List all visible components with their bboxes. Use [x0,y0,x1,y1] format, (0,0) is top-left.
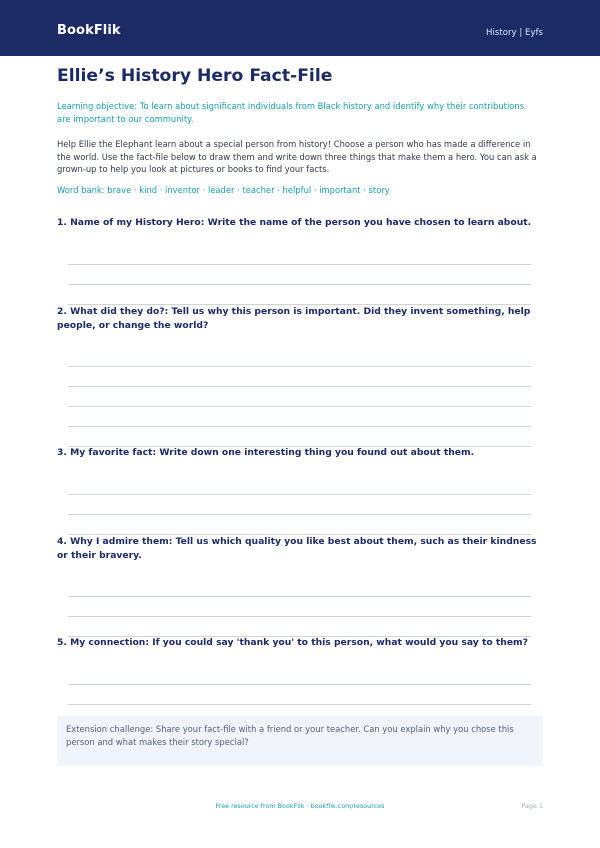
answer-line[interactable] [68,514,531,515]
breadcrumb[interactable]: History | Eyfs [486,28,543,38]
answer-line[interactable] [68,596,531,597]
question-2: 2. What did they do?: Tell us why this person is important. Did they invent something, help people, or change the world? [57,306,531,331]
answer-line[interactable] [68,366,531,367]
answer-line[interactable] [68,406,531,407]
extension-challenge: Extension challenge: Share your fact-file with a friend or your teacher. Can you explain why you chose this person and what makes their story special? [57,716,543,766]
answer-line[interactable] [68,284,531,285]
page-number: Page 1 [521,802,543,810]
learning-objective: Learning objective: To learn about significant individuals from Black history and identify why their contributions are important to our community. [57,101,525,124]
answer-line[interactable] [68,684,531,685]
answer-line[interactable] [68,426,531,427]
word-bank: Word bank: brave · kind · inventor · leader · teacher · helpful · important · story [57,185,390,195]
answer-line[interactable] [68,386,531,387]
question-1: 1. Name of my History Hero: Write the name of the person you have chosen to learn about. [57,217,532,228]
brand-logo[interactable]: BookFlik [57,23,121,38]
page-title: Ellie’s History Hero Fact-File [57,66,333,86]
answer-line[interactable] [68,494,531,495]
answer-line[interactable] [68,616,531,617]
footer-credit[interactable]: Free resource from BookFlik · bookflik.com/resources [215,802,385,810]
question-3: 3. My favorite fact: Write down one interesting thing you found out about them. [57,447,475,458]
header-bar [0,0,600,56]
question-5: 5. My connection: If you could say 'thank you' to this person, what would you say to them? [57,637,528,648]
intro-text: Help Ellie the Elephant learn about a special person from history! Choose a person who has made a difference in the world. Use the fact-file below to draw them and write down three things that make them a hero. You can ask a grown-up to help you look at pictures or books to find your facts. [57,139,537,175]
answer-line[interactable] [68,264,531,265]
answer-line[interactable] [68,704,531,705]
question-4: 4. Why I admire them: Tell us which quality you like best about them, such as their kindness or their bravery. [57,536,537,561]
